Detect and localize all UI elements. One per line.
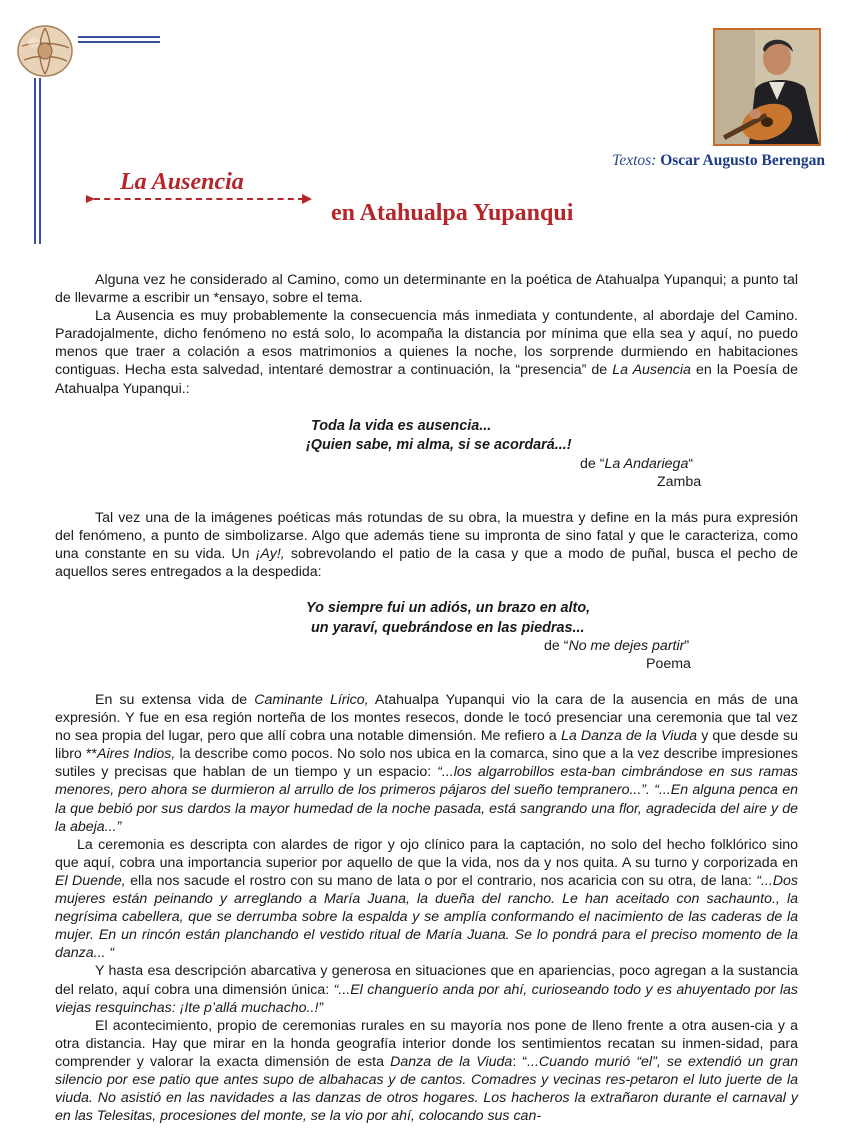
italic-interjection: ¡Ay!, (255, 546, 285, 563)
portrait-guitarist-photo (713, 28, 821, 146)
paragraph-text: Alguna vez he considerado al Camino, como un determinante en la poética de Atahualpa Yupanqui; a punto tal de llevarme a escribir un *ensayo, sobre el tema. (55, 272, 798, 307)
arrow-head-icon (302, 194, 312, 204)
verse-genre: Poema (646, 656, 691, 672)
paragraph-imagery (55, 509, 798, 581)
italic-work-title: No me dejes partir (568, 638, 685, 654)
decorative-rule (78, 41, 160, 43)
decorative-rule (78, 36, 160, 38)
italic-work-title: La Andariega (604, 456, 689, 472)
dashed-arrow-icon (94, 198, 304, 200)
decorative-rule (34, 78, 36, 244)
verse-line: un yaraví, quebrándose en las piedras... (311, 620, 585, 636)
seed-pod-logo-icon (14, 20, 76, 80)
article-title-line2: en Atahualpa Yupanqui (331, 200, 574, 226)
verse-line: ¡Quien sabe, mi alma, si se acordará...! (306, 437, 572, 453)
paragraph-text: en la Poesía de Atahualpa Yupanqui.: (55, 362, 798, 397)
author-credit (612, 152, 825, 170)
paragraph-text: sobrevolando el patio de la casa y que a modo de puñal, busca el pecho de aquellos seres entregados a la despedida: (55, 546, 798, 581)
verse-source: de “No me dejes partir” (544, 638, 690, 654)
verse-line: Yo siempre fui un adiós, un brazo en alto, (306, 600, 591, 616)
paragraph-intro (55, 271, 798, 398)
italic-work-title: La Ausencia (612, 362, 691, 379)
credit-label: Textos: (612, 152, 657, 169)
credit-author-name: Oscar Augusto Berengan (660, 152, 825, 169)
paragraph-body: En su extensa vida de Caminante Lírico, Atahualpa Yupanqui vio la cara de la ausencia en más de una expresión. Y fue en esa región norteña de los montes resecos, donde le tocó presenciar una ceremonia que tal vez no sea propia del lugar, pero que allí cobra una notable dimensión. Me refiero a La Danza de la Viuda y que desde su libro **Aires Indios, la describe como pocos. No solo nos ubica en la comarca, sino que a la vez describe impresiones sutiles y precisas que hablan de un tiempo y un espacio: “...los algarrobillos esta-ban cimbrándose en sus ramas menores, pero ahora se durmieron al arrullo de los primeros pájaros del sueño tempranero...”. “...En alguna penca en la que bebió por sus dardos la mayor humedad de la noche pasada, está sangrando una flor, agradecida del aire y de la abeja...” La ceremonia es descripta con alardes de rigor y ojo clínico para la captación, no solo del hecho folklórico sino que aquí, cobra una importancia superior por aquello de que la vida, nos da y nos quita. A su turno y corporizada en El Duende, ella nos sacude el rostro con su mano de lata o por el contrario, nos acaricia con su otra, de lana: “...Dos mujeres están peinando y arreglando a María Juana, la dueña del rancho. Le han aceitado con sachaunto., la negrísima cabellera, que se derrumba sobre la espalda y se amplía conformando el nacimiento de las caderas de la mujer. En un rincón están planchando el vestido ritual de María Juana. Se lo pondrá para el preciso momento de la danza... “ Y hasta esa descripción abarcativa y generosa en situaciones que en apariencias, poco agregan a la sustancia del relato, aquí cobra una dimensión única: “...El changuerío anda por ahí, curioseando todo y es ahuyentado por las viejas resquinchas: ¡Ite p’allá muchacho..!” El acontecimiento, propio de ceremonias rurales en su mayoría nos pone de lleno frente a otra ausen-cia y a otra distancia. Hay que mirar en la honda geografía interior donde los sentimientos recatan su inmen-sidad, para comprender y valorar la exacta dimensión de esta Danza de la Viuda: “...Cuando murió “el”, se extendió un gran silencio por ese patio que antes supo de albahacas y de cantos. Comadres y vecinas res-petaron el luto juerte de la viuda. No asistió en las navidades a las danzas de otros hogares. Los hacheros la extrañaron durante el carnaval y en las Telesitas, procesiones del monte, se la vio por ahí, colocando sus can- (55, 692, 798, 1125)
verse-source: de “La Andariega“ (580, 456, 694, 472)
verse-genre: Zamba (657, 474, 702, 490)
article-title-line1: La Ausencia (120, 169, 244, 195)
decorative-rule (39, 78, 41, 244)
verse-line: Toda la vida es ausencia... (311, 418, 492, 434)
paragraph-text: La Ausencia es muy probablemente la consecuencia más inmediata y contundente, al abordaje del Camino. Paradojalmente, dicho fenómeno no está solo, lo acompaña la distancia por mínima que ella sea y aquí, no puedo menos que traer a colación a esos matrimonios a quienes la noche, los sorprende durmiendo en habitaciones contiguas. Hecha esta salvedad, intentaré demostrar a continuación, la “presencia” de (55, 308, 798, 379)
paragraph-text: Tal vez una de la imágenes poéticas más rotundas de su obra, la muestra y define en la más pura expresión del fenómeno, a punto de simbolizarse. Algo que además tiene su impronta de sino fatal y que le caracteriza, como una constante en su vida. Un (55, 510, 798, 563)
